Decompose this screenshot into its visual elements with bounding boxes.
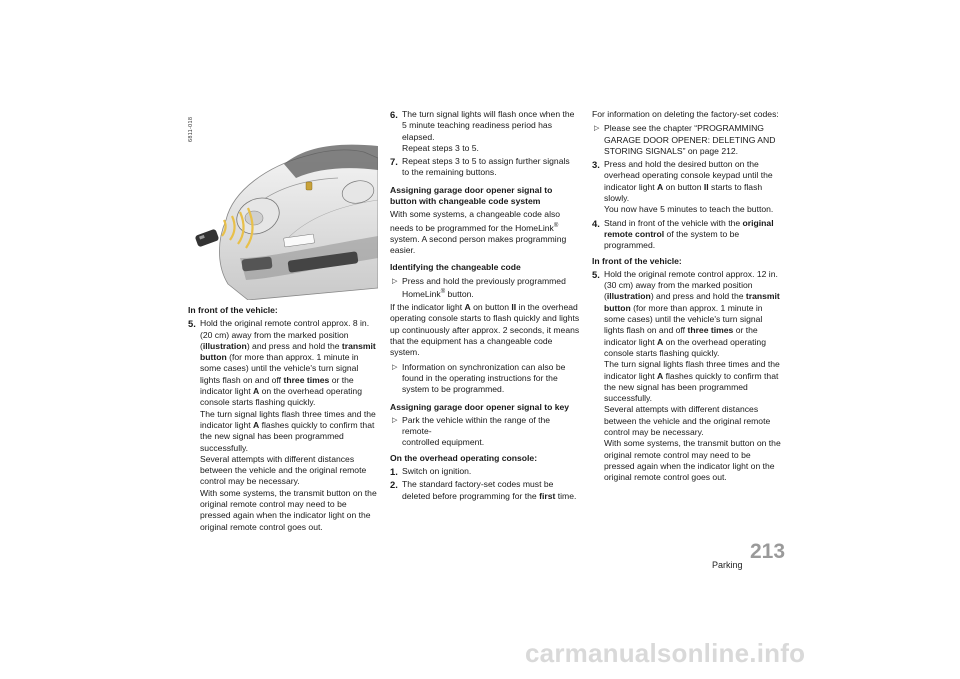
text-line: deleted before programming for the first time. bbox=[402, 490, 577, 501]
vehicle-front-illustration bbox=[188, 108, 378, 300]
watermark: carmanualsonline.info bbox=[525, 638, 806, 668]
step-1 bbox=[390, 466, 580, 477]
text-line: Several attempts with different distances bbox=[200, 453, 355, 464]
step-text: Switch on ignition. bbox=[402, 466, 472, 477]
step-text bbox=[200, 318, 378, 533]
text-line: console starts flashing quickly. bbox=[604, 347, 720, 358]
text-line: indicator light A flashes quickly to confirm that bbox=[604, 370, 779, 381]
step-number: 5. bbox=[188, 318, 196, 330]
step-6 bbox=[390, 109, 580, 154]
text-line: (illustration) and press and hold the transmit bbox=[200, 340, 376, 351]
step-number: 7. bbox=[390, 156, 398, 168]
step-7 bbox=[390, 156, 580, 179]
text-line: lights flash on and off three times or the bbox=[200, 374, 354, 385]
text-line: the new signal has been programmed bbox=[604, 381, 748, 392]
text-line: Stand in front of the vehicle with the original bbox=[604, 217, 774, 228]
text-line: You now have 5 minutes to teach the button. bbox=[604, 204, 774, 215]
page-number: 213 bbox=[750, 540, 786, 563]
text-line: system to be programmed. bbox=[402, 384, 505, 395]
step-text bbox=[604, 218, 782, 252]
text-line: indicator light A on button II starts to flash bbox=[604, 181, 763, 192]
text-line: control may be necessary. bbox=[604, 427, 704, 438]
text-line: console starts flashing quickly. bbox=[200, 397, 316, 408]
bullet-press-homelink bbox=[390, 276, 580, 300]
step-number: 2. bbox=[390, 479, 398, 491]
text-line: between the vehicle and the original remote bbox=[200, 465, 367, 476]
section-label: Parking bbox=[712, 560, 743, 570]
text-line: remote control of the system to be bbox=[604, 228, 740, 239]
text-line: If the indicator light A on button II in the overhead bbox=[390, 302, 578, 313]
text-line: The turn signal lights flash three times and the bbox=[200, 408, 376, 419]
text-line: Hold the original remote control approx. 12 in. bbox=[604, 268, 778, 279]
column-left bbox=[188, 305, 378, 535]
text-line: Information on synchronization can also be bbox=[402, 361, 566, 372]
text-line: button (for more than approx. 1 minute in bbox=[604, 302, 763, 313]
text-line: Park the vehicle within the range of the remote- bbox=[402, 414, 551, 437]
step-number: 5. bbox=[592, 268, 600, 280]
text-line: Hold the original remote control approx. 8 in. bbox=[200, 318, 370, 329]
text-line: successfully. bbox=[200, 442, 249, 453]
text-line: The turn signal lights flash three times and the bbox=[604, 359, 780, 370]
triangle-bullet-icon: ▷ bbox=[392, 277, 398, 285]
text-line: overhead operating console keypad until the bbox=[604, 170, 773, 181]
bullet-text bbox=[402, 276, 580, 300]
text-line: indicator light A flashes quickly to confirm that bbox=[200, 419, 375, 430]
step-text bbox=[402, 109, 580, 154]
text-line: indicator light A on the overhead operating bbox=[200, 386, 362, 397]
text-line: Several attempts with different distances bbox=[604, 404, 759, 415]
text-line: pressed again when the indicator light on the bbox=[604, 460, 775, 471]
text-line: Press and hold the desired button on the bbox=[604, 159, 759, 170]
text-line: that the equipment has a changeable code bbox=[390, 336, 553, 347]
text-line: up continuously after approx. 2 seconds, it means bbox=[390, 324, 580, 335]
triangle-bullet-icon: ▷ bbox=[392, 416, 398, 424]
text-line: found in the operating instructions for the bbox=[402, 372, 558, 383]
text-line: easier. bbox=[390, 245, 416, 256]
text-line: some cases) until the vehicle's turn signal bbox=[200, 363, 359, 374]
column-middle bbox=[390, 109, 580, 504]
text-line: With some systems, the transmit button on the bbox=[604, 438, 781, 449]
text-line: system. bbox=[390, 347, 420, 358]
step-text bbox=[604, 269, 782, 484]
bullet-synchronization-info bbox=[390, 362, 580, 396]
text-line: Press and hold the previously programmed bbox=[402, 275, 566, 286]
figure-code: 6811-018 bbox=[188, 116, 194, 142]
text-line: (30 cm) away from the marked position bbox=[604, 280, 753, 291]
bullet-text bbox=[402, 415, 580, 449]
text-line: indicator light A on the overhead operating bbox=[604, 336, 766, 347]
heading-assign-key: Assigning garage door opener signal to key bbox=[390, 401, 570, 412]
heading-identify-code: Identifying the changeable code bbox=[390, 262, 521, 273]
text-line: slowly. bbox=[604, 193, 630, 204]
step-number: 1. bbox=[390, 466, 398, 478]
bullet-text bbox=[402, 362, 580, 396]
text-line: Repeat steps 3 to 5. bbox=[402, 142, 479, 153]
heading-overhead-console: On the overhead operating console: bbox=[390, 452, 538, 463]
text-line: elapsed. bbox=[402, 131, 435, 142]
text-line: With some systems, the transmit button on the bbox=[200, 487, 377, 498]
heading-in-front: In front of the vehicle: bbox=[188, 305, 278, 315]
text-line: pressed again when the indicator light on the bbox=[200, 510, 371, 521]
text-line: GARAGE DOOR OPENER: DELETING AND bbox=[604, 134, 776, 145]
text-line: needs to be programmed for the HomeLink® bbox=[390, 222, 559, 233]
text-line: Repeat steps 3 to 5 to assign further signals bbox=[402, 156, 570, 167]
step-2 bbox=[390, 479, 580, 502]
bullet-see-chapter bbox=[592, 123, 782, 157]
text-line: between the vehicle and the original remote bbox=[604, 415, 771, 426]
step-text bbox=[402, 479, 580, 502]
heading-changeable-code: Assigning garage door opener signal to button with changeable code system bbox=[390, 184, 553, 207]
step-5 bbox=[188, 318, 378, 533]
triangle-bullet-icon: ▷ bbox=[392, 363, 398, 371]
text-line: controlled equipment. bbox=[402, 437, 485, 448]
remote-control-icon bbox=[195, 229, 220, 248]
text-line: operating console starts to flash quickly and lights bbox=[390, 313, 580, 324]
text-line: original remote control may need to be bbox=[200, 499, 347, 510]
text-line: With some systems, a changeable code also bbox=[390, 209, 561, 220]
text-line: (illustration) and press and hold the transmit bbox=[604, 291, 780, 302]
text-line: original remote control goes out. bbox=[604, 472, 727, 483]
text-line: control may be necessary. bbox=[200, 476, 300, 487]
bullet-text bbox=[604, 123, 782, 157]
text-line: button (for more than approx. 1 minute in bbox=[200, 352, 359, 363]
step-number: 6. bbox=[390, 109, 398, 120]
text-line: the new signal has been programmed bbox=[200, 431, 344, 442]
text-line: 5 minute teaching readiness period has bbox=[402, 120, 553, 131]
column-right bbox=[592, 109, 782, 486]
text-line: HomeLink® button. bbox=[402, 288, 474, 299]
triangle-bullet-icon: ▷ bbox=[594, 125, 600, 133]
text-line: system. A second person makes programming bbox=[390, 233, 567, 244]
text-line: some cases) until the vehicle's turn signal bbox=[604, 314, 763, 325]
paragraph-changeable-code bbox=[390, 209, 580, 256]
step-text bbox=[402, 156, 580, 179]
heading-in-front: In front of the vehicle: bbox=[592, 255, 682, 266]
text-line: (20 cm) away from the marked position bbox=[200, 329, 349, 340]
text-line: lights flash on and off three times or the bbox=[604, 325, 758, 336]
text-line: original remote control may need to be bbox=[604, 449, 751, 460]
bullet-park-vehicle bbox=[390, 415, 580, 449]
text-line: The turn signal lights will flash once when the bbox=[402, 109, 575, 119]
step-number: 3. bbox=[592, 159, 600, 171]
text-line: to the remaining buttons. bbox=[402, 167, 497, 178]
text-line: original remote control goes out. bbox=[200, 521, 323, 532]
step-text bbox=[604, 159, 782, 215]
step-4 bbox=[592, 218, 782, 252]
paragraph-delete-info: For information on deleting the factory-set codes: bbox=[592, 109, 779, 119]
step-3 bbox=[592, 159, 782, 215]
text-line: STORING SIGNALS” on page 212. bbox=[604, 145, 739, 156]
text-line: The standard factory-set codes must be bbox=[402, 479, 554, 490]
step-5 bbox=[592, 269, 782, 484]
text-line: programmed. bbox=[604, 240, 656, 251]
text-line: Please see the chapter “PROGRAMMING bbox=[604, 123, 764, 134]
paragraph-indicator bbox=[390, 302, 580, 358]
car-front-image bbox=[188, 108, 378, 300]
step-number: 4. bbox=[592, 217, 600, 229]
text-line: successfully. bbox=[604, 393, 653, 404]
